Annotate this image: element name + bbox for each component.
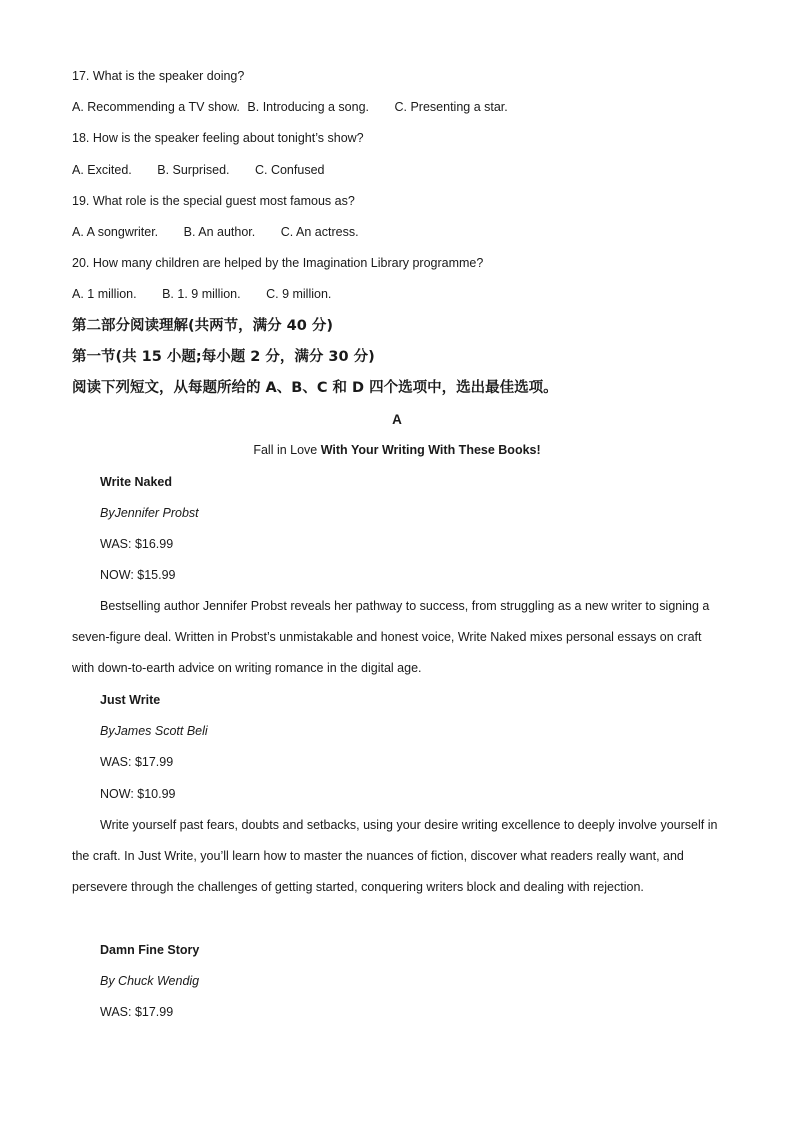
book-1-title: Write Naked	[100, 475, 173, 489]
question-17-option-b: B. Introducing a song.	[247, 100, 370, 114]
question-17-option-a: A. Recommending a TV show.	[72, 100, 240, 114]
question-17-options	[72, 99, 508, 115]
question-20-options	[72, 286, 331, 302]
question-18-stem: 18. How is the speaker feeling about tonight’s show?	[72, 131, 364, 145]
section-instruction: 阅读下列短文，从每题所给的 A、B、C 和 D 四个选项中，选出最佳选项。	[72, 380, 558, 396]
book-2-description: Write yourself past fears, doubts and setbacks, using your desire writing excellence to deeply involve yourself in the craft. In Just Write, you’ll learn how to master the nuances of fiction, discover what readers really want, and persevere through the challenges of getting started, conquering writers block and dealing with rejection.	[72, 818, 718, 895]
passage-title-bold: With Your Writing With These Books!	[320, 443, 541, 457]
passage-letter: A	[392, 412, 402, 427]
question-18-option-c: C. Confused	[254, 163, 325, 177]
book-3-was-price: WAS: $17.99	[100, 1005, 174, 1019]
question-19-stem: 19. What role is the special guest most famous as?	[72, 194, 355, 208]
question-19-option-a: A. A songwriter.	[72, 225, 159, 239]
book-2-author: ByJames Scott Beli	[100, 724, 208, 738]
question-20-stem: 20. How many children are helped by the Imagination Library programme?	[72, 256, 484, 270]
question-19-option-c: C. An actress.	[280, 225, 359, 239]
passage-title	[0, 442, 794, 458]
book-1-description: Bestselling author Jennifer Probst reveals her pathway to success, from struggling as a new writer to signing a seven-figure deal. Written in Probst’s unmistakable and honest voice, Write Naked mixes personal essays on craft with down-to-earth advice on writing romance in the digital age.	[72, 599, 710, 676]
question-20-option-a: A. 1 million.	[72, 287, 137, 301]
book-2-was-price: WAS: $17.99	[100, 755, 174, 769]
question-18-options	[72, 162, 324, 178]
question-17-stem: 17. What is the speaker doing?	[72, 69, 245, 83]
book-1-author: ByJennifer Probst	[100, 506, 199, 520]
book-2-title: Just Write	[100, 693, 161, 707]
book-1-now-price: NOW: $15.99	[100, 568, 176, 582]
question-20-option-c: C. 9 million.	[266, 287, 332, 301]
question-19-options	[72, 224, 359, 240]
question-18-option-b: B. Surprised.	[157, 163, 230, 177]
question-19-option-b: B. An author.	[183, 225, 256, 239]
section-part-heading: 第二部分阅读理解(共两节，满分 40 分)	[72, 318, 334, 334]
question-20-option-b: B. 1. 9 million.	[162, 287, 241, 301]
book-3-author: By Chuck Wendig	[100, 974, 200, 988]
question-18-option-a: A. Excited.	[72, 163, 132, 177]
book-3-title: Damn Fine Story	[100, 943, 200, 957]
book-1-was-price: WAS: $16.99	[100, 537, 174, 551]
book-2-now-price: NOW: $10.99	[100, 787, 176, 801]
passage-title-plain: Fall in Love	[253, 443, 321, 457]
question-17-option-c: C. Presenting a star.	[394, 100, 508, 114]
section-sub-heading: 第一节(共 15 小题;每小题 2 分，满分 30 分)	[72, 349, 375, 365]
